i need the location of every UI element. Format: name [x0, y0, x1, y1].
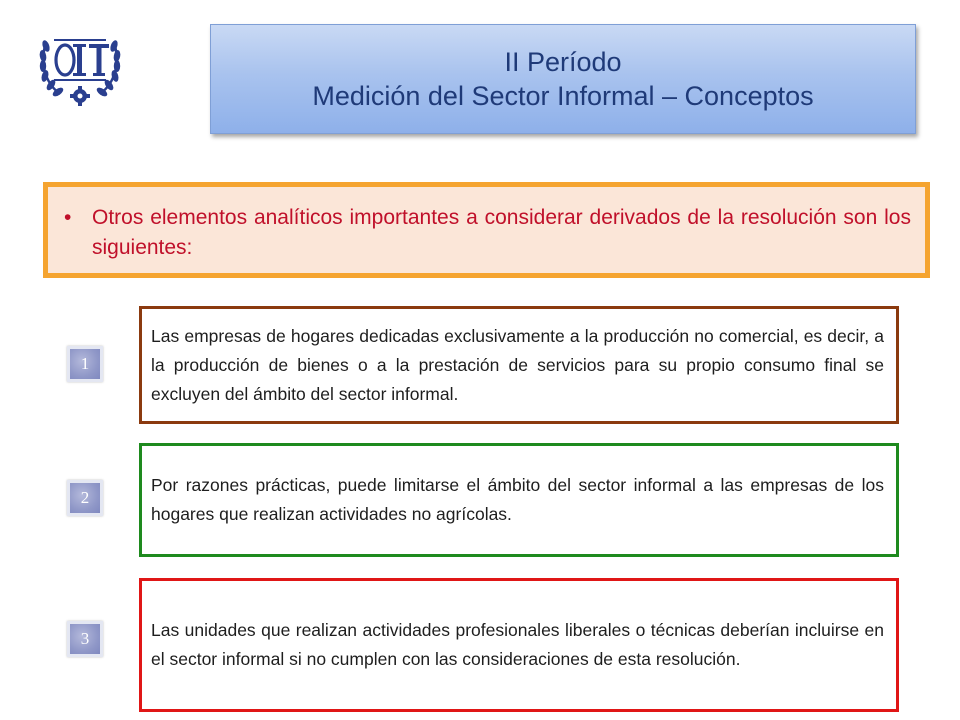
intro-box: [43, 182, 930, 278]
item-text-3: Las unidades que realizan actividades profesionales liberales o técnicas deberían incluirse en el sector informal si no cumplen con las consideraciones de esta resolución.: [151, 620, 884, 669]
item-box-1: [139, 306, 899, 424]
title-line-2: Medición del Sector Informal – Conceptos: [312, 81, 814, 111]
ilo-wreath-logo-icon: [34, 16, 126, 108]
intro-text: Otros elementos analíticos importantes a considerar derivados de la resolución son los siguientes:: [92, 206, 911, 259]
item-box-2: [139, 443, 899, 557]
number-badge-2: 2: [67, 480, 103, 516]
bullet-icon: •: [64, 206, 72, 229]
number-badge-3: 3: [67, 621, 103, 657]
item-text-1: Las empresas de hogares dedicadas exclusivamente a la producción no comercial, es decir, a la producción de bienes o a la prestación de servicios para su propio consumo final se excluyen del ámbito del sector informal.: [151, 325, 884, 404]
item-box-3: [139, 578, 899, 712]
number-badge-1: 1: [67, 346, 103, 382]
ilo-logo: [34, 16, 126, 108]
item-text-2: Por razones prácticas, puede limitarse el ámbito del sector informal a las empresas de los hogares que realizan actividades no agrícolas.: [151, 475, 884, 524]
slide-title: [210, 24, 916, 134]
title-line-1: II Período: [504, 47, 622, 77]
